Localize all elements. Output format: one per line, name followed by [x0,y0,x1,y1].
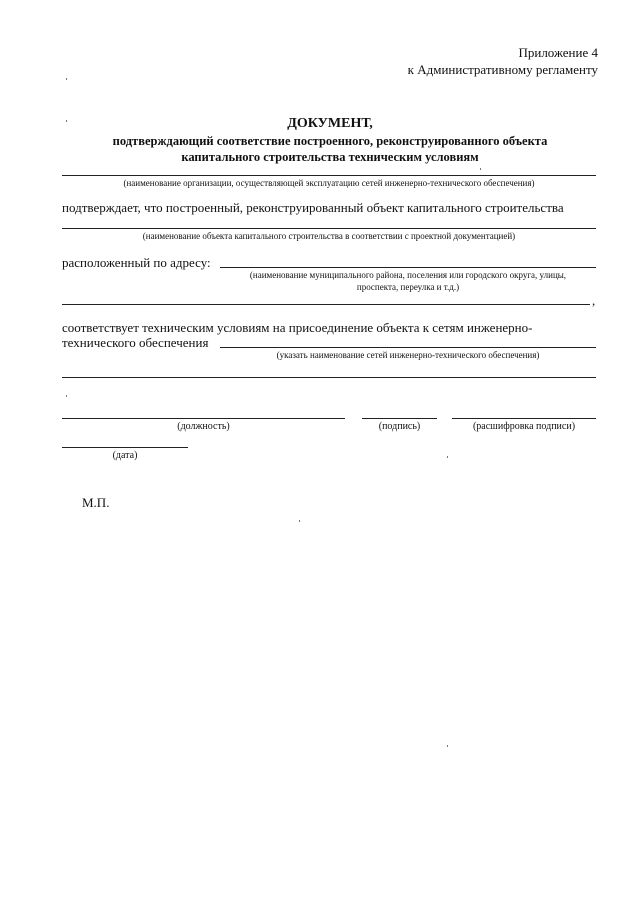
document-subtitle-line2: капитального строительства техническим условиям [181,150,479,164]
networks-caption: (указать наименование сетей инженерно-технического обеспечения) [276,350,540,360]
object-name-line [62,228,596,229]
appendix-regulation: к Административному регламенту [407,62,598,77]
address-comma: , [592,293,596,308]
position-caption: (должность) [177,421,230,432]
date-caption: (дата) [112,450,138,461]
scan-speck [66,78,67,80]
address-line [220,267,596,268]
address-continuation-line [62,304,590,305]
scan-speck [447,456,448,458]
appendix-label: Приложение 4 [518,45,598,60]
signature-decoding-caption: (расшифровка подписи) [472,421,576,432]
networks-line [220,347,596,348]
address-caption-line2: проспекта, переулка и т.д.) [356,282,460,292]
org-name-caption: (наименование организации, осуществляющей эксплуатацию сетей инженерно-технического обеспечения) [123,178,535,188]
scan-speck [447,745,448,747]
networks-continuation-line [62,377,596,378]
signature-decoding-line [452,418,596,419]
confirms-text: подтверждает, что построенный, реконструированный объект капитального строительства [62,200,564,215]
scan-speck [66,120,67,122]
address-label: расположенный по адресу: [62,255,211,270]
stamp-placeholder: М.П. [82,495,110,510]
complies-text-line1: соответствует техническим условиям на присоединение объекта к сетям инженерно- [62,320,533,335]
signature-caption: (подпись) [378,421,421,432]
document-subtitle-line1: подтверждающий соответствие построенного, реконструированного объекта [112,134,548,148]
address-caption-line1: (наименование муниципального района, поселения или городского округа, улицы, [249,270,567,280]
org-name-line [62,175,596,176]
date-line [62,447,188,448]
scan-speck [299,520,300,522]
object-name-caption: (наименование объекта капитального строительства в соответствии с проектной документацией) [142,231,516,241]
position-line [62,418,345,419]
document-title: ДОКУМЕНТ, [287,116,373,131]
complies-text-line2: технического обеспечения [62,335,209,350]
scan-speck [66,395,67,397]
scan-speck [480,168,481,170]
signature-line [362,418,437,419]
